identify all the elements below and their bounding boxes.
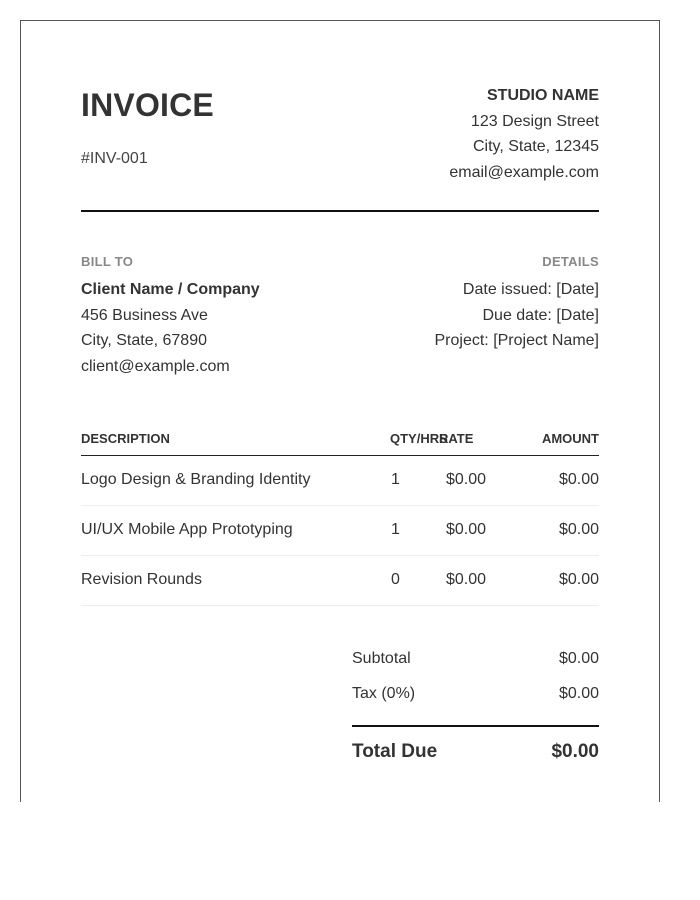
total-due-label: Total Due [352,741,438,762]
invoice-page [20,20,660,802]
table-row [81,456,599,506]
client-city: City, State, 67890 [81,332,207,350]
studio-city: City, State, 12345 [473,138,599,156]
item-amount: $0.00 [558,571,599,588]
item-qty: 0 [391,571,400,588]
total-due-row [352,727,599,767]
item-qty: 1 [391,521,400,538]
details-section [435,254,600,354]
item-rate: $0.00 [446,471,487,488]
table-row [81,556,599,606]
item-description: Revision Rounds [81,571,202,588]
item-description: Logo Design & Branding Identity [81,471,311,488]
client-name: Client Name / Company [81,281,260,298]
invoice-title: INVOICE [81,87,214,123]
tax-value: $0.00 [558,685,599,702]
table-header [81,429,599,456]
subtotal-value: $0.00 [558,650,599,667]
studio-info [449,83,599,186]
date-issued: Date issued: [Date] [462,281,599,298]
column-header-rate: RATE [439,431,474,446]
tax-row [352,677,599,712]
item-amount: $0.00 [558,471,599,488]
item-amount: $0.00 [558,521,599,538]
item-description: UI/UX Mobile App Prototyping [81,521,293,538]
invoice-number: #INV-001 [81,150,148,167]
bill-to-section [81,254,260,380]
studio-email: email@example.com [449,164,599,182]
table-row [81,506,599,556]
subtotal-label: Subtotal [352,650,411,667]
project-name: Project: [Project Name] [434,332,599,350]
column-header-qty: QTY/HRS [390,431,448,446]
totals-section [352,642,599,767]
due-date: Due date: [Date] [482,306,599,324]
details-label: DETAILS [542,254,599,269]
header-divider [81,210,599,212]
bill-to-label: BILL TO [81,254,134,269]
client-street: 456 Business Ave [81,306,208,324]
subtotal-row [352,642,599,677]
invoice-content [81,21,599,802]
item-rate: $0.00 [446,521,487,538]
total-due-value: $0.00 [551,741,599,762]
column-header-description: DESCRIPTION [81,431,170,446]
item-qty: 1 [391,471,400,488]
studio-street: 123 Design Street [470,112,599,130]
tax-label: Tax (0%) [352,685,416,702]
item-rate: $0.00 [446,571,487,588]
invoice-header-left [81,87,214,123]
studio-name: STUDIO NAME [487,87,599,104]
client-email: client@example.com [81,358,230,376]
column-header-amount: AMOUNT [541,431,599,446]
line-items-table [81,429,599,606]
